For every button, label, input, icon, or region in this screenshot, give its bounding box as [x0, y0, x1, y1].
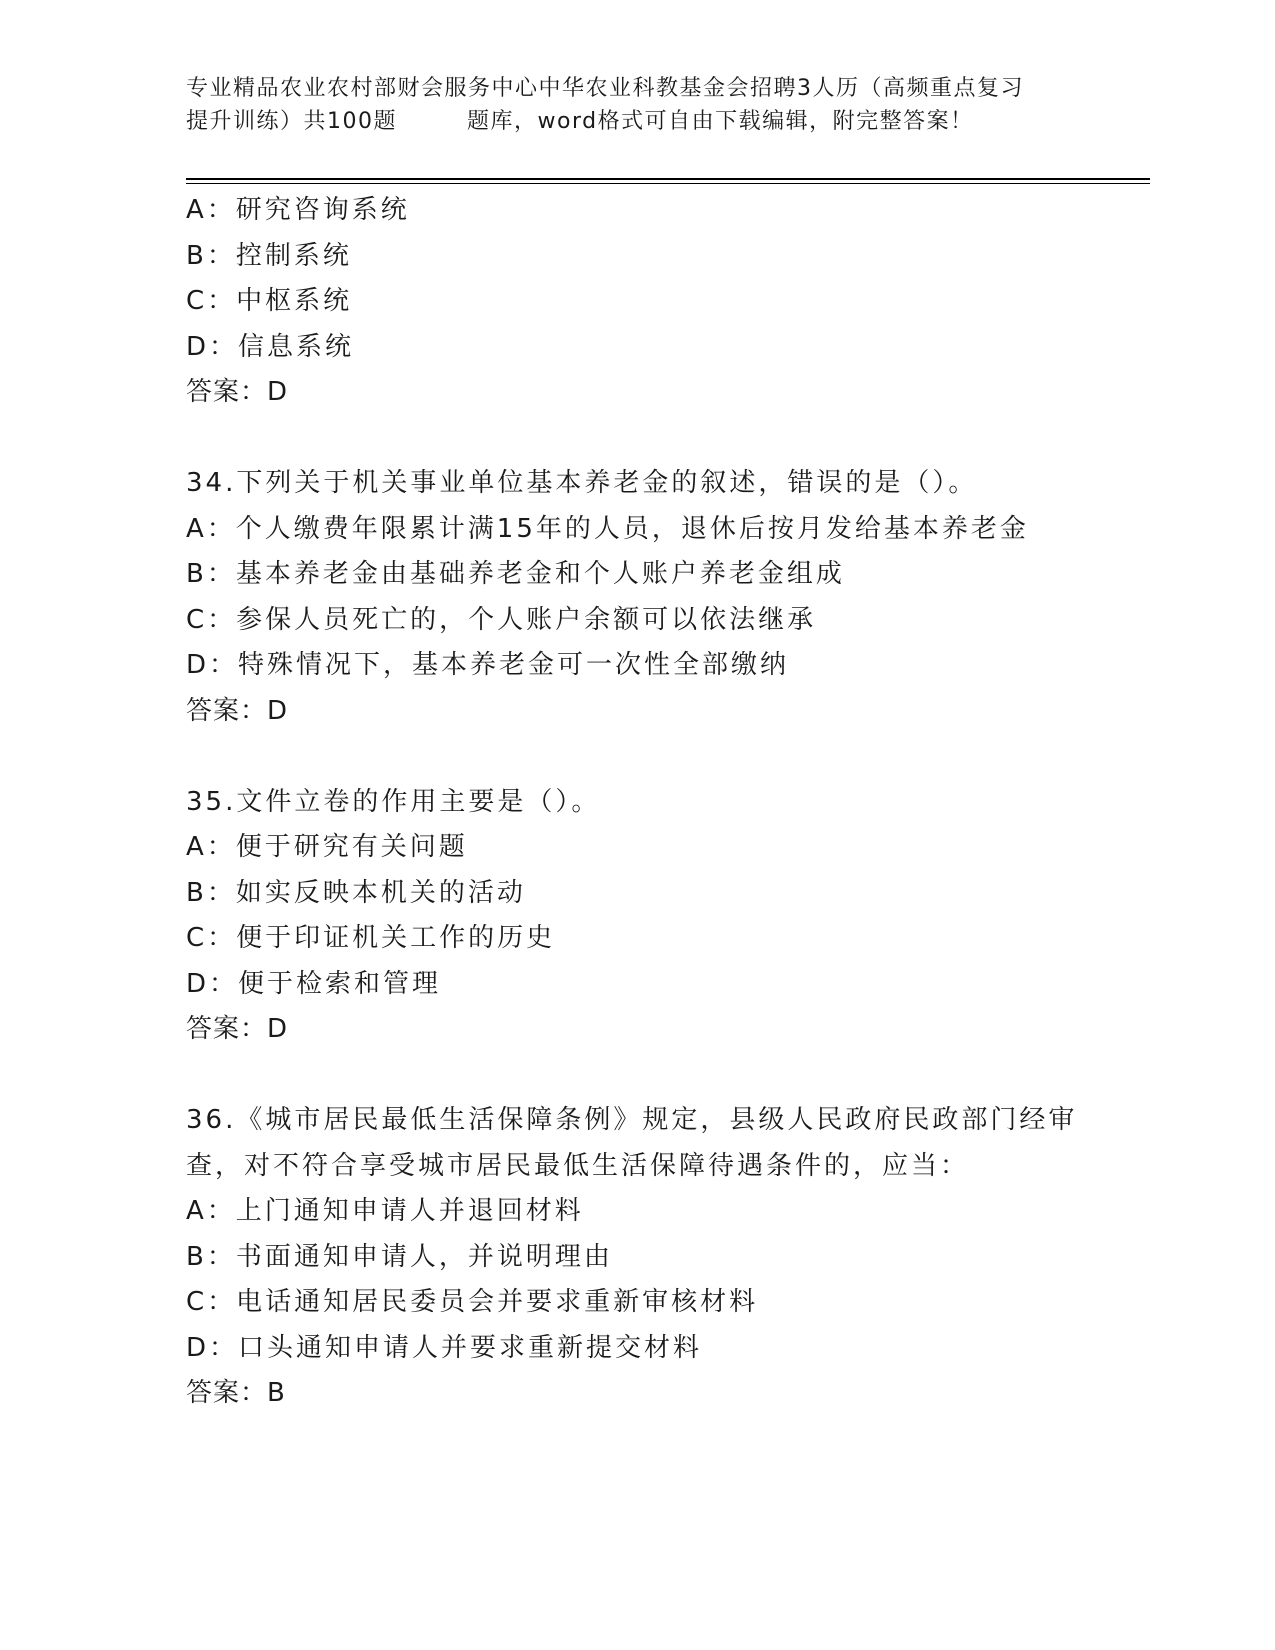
document-header — [186, 72, 1086, 138]
answer: 答案：D — [186, 1014, 289, 1044]
option-c: C：电话通知居民委员会并要求重新审核材料 — [186, 1287, 759, 1317]
option-a: A：便于研究有关问题 — [186, 832, 468, 862]
question-stem-line1: 36.《城市居民最低生活保障条例》规定，县级人民政府民政部门经审 — [186, 1105, 1078, 1135]
answer: 答案：D — [186, 377, 289, 407]
option-a: A：个人缴费年限累计满15年的人员，退休后按月发给基本养老金 — [186, 513, 1029, 544]
question-35 — [186, 780, 1086, 1053]
question-stem-line2: 查，对不符合享受城市居民最低生活保障待遇条件的，应当： — [186, 1150, 970, 1181]
option-a: A：上门通知申请人并退回材料 — [186, 1196, 584, 1226]
question-stem: 34.下列关于机关事业单位基本养老金的叙述，错误的是（）。 — [186, 468, 978, 498]
option-b: B：基本养老金由基础养老金和个人账户养老金组成 — [186, 559, 845, 589]
header-title-line2 — [186, 105, 1086, 138]
option-d: D：口头通知申请人并要求重新提交材料 — [186, 1332, 703, 1363]
question-33 — [186, 188, 1086, 416]
option-c: C：便于印证机关工作的历史 — [186, 923, 556, 953]
answer: 答案：B — [186, 1378, 286, 1408]
option-c: C：参保人员死亡的，个人账户余额可以依法继承 — [186, 604, 817, 635]
header-title-line2-part2: 题库，word格式可自由下载编辑，附完整答案！ — [467, 109, 974, 134]
header-divider-thin — [186, 183, 1150, 184]
question-list — [186, 188, 1086, 1417]
option-d: D：便于检索和管理 — [186, 968, 442, 999]
option-c: C：中枢系统 — [186, 286, 353, 316]
question-36 — [186, 1098, 1086, 1417]
option-b: B：书面通知申请人，并说明理由 — [186, 1241, 613, 1272]
option-a: A：研究咨询系统 — [186, 195, 410, 225]
question-34 — [186, 461, 1086, 734]
header-title-line2-part1: 提升训练）共100题 — [186, 109, 397, 134]
option-b: B：控制系统 — [186, 240, 352, 271]
header-title-line1: 专业精品农业农村部财会服务中心中华农业科教基金会招聘3人历（高频重点复习 — [186, 76, 1024, 101]
option-d: D：特殊情况下，基本养老金可一次性全部缴纳 — [186, 650, 790, 680]
question-stem: 35.文件立卷的作用主要是（）。 — [186, 786, 601, 817]
option-b: B：如实反映本机关的活动 — [186, 877, 526, 908]
option-d: D：信息系统 — [186, 331, 355, 362]
answer: 答案：D — [186, 695, 289, 726]
header-divider-thick — [186, 178, 1150, 180]
